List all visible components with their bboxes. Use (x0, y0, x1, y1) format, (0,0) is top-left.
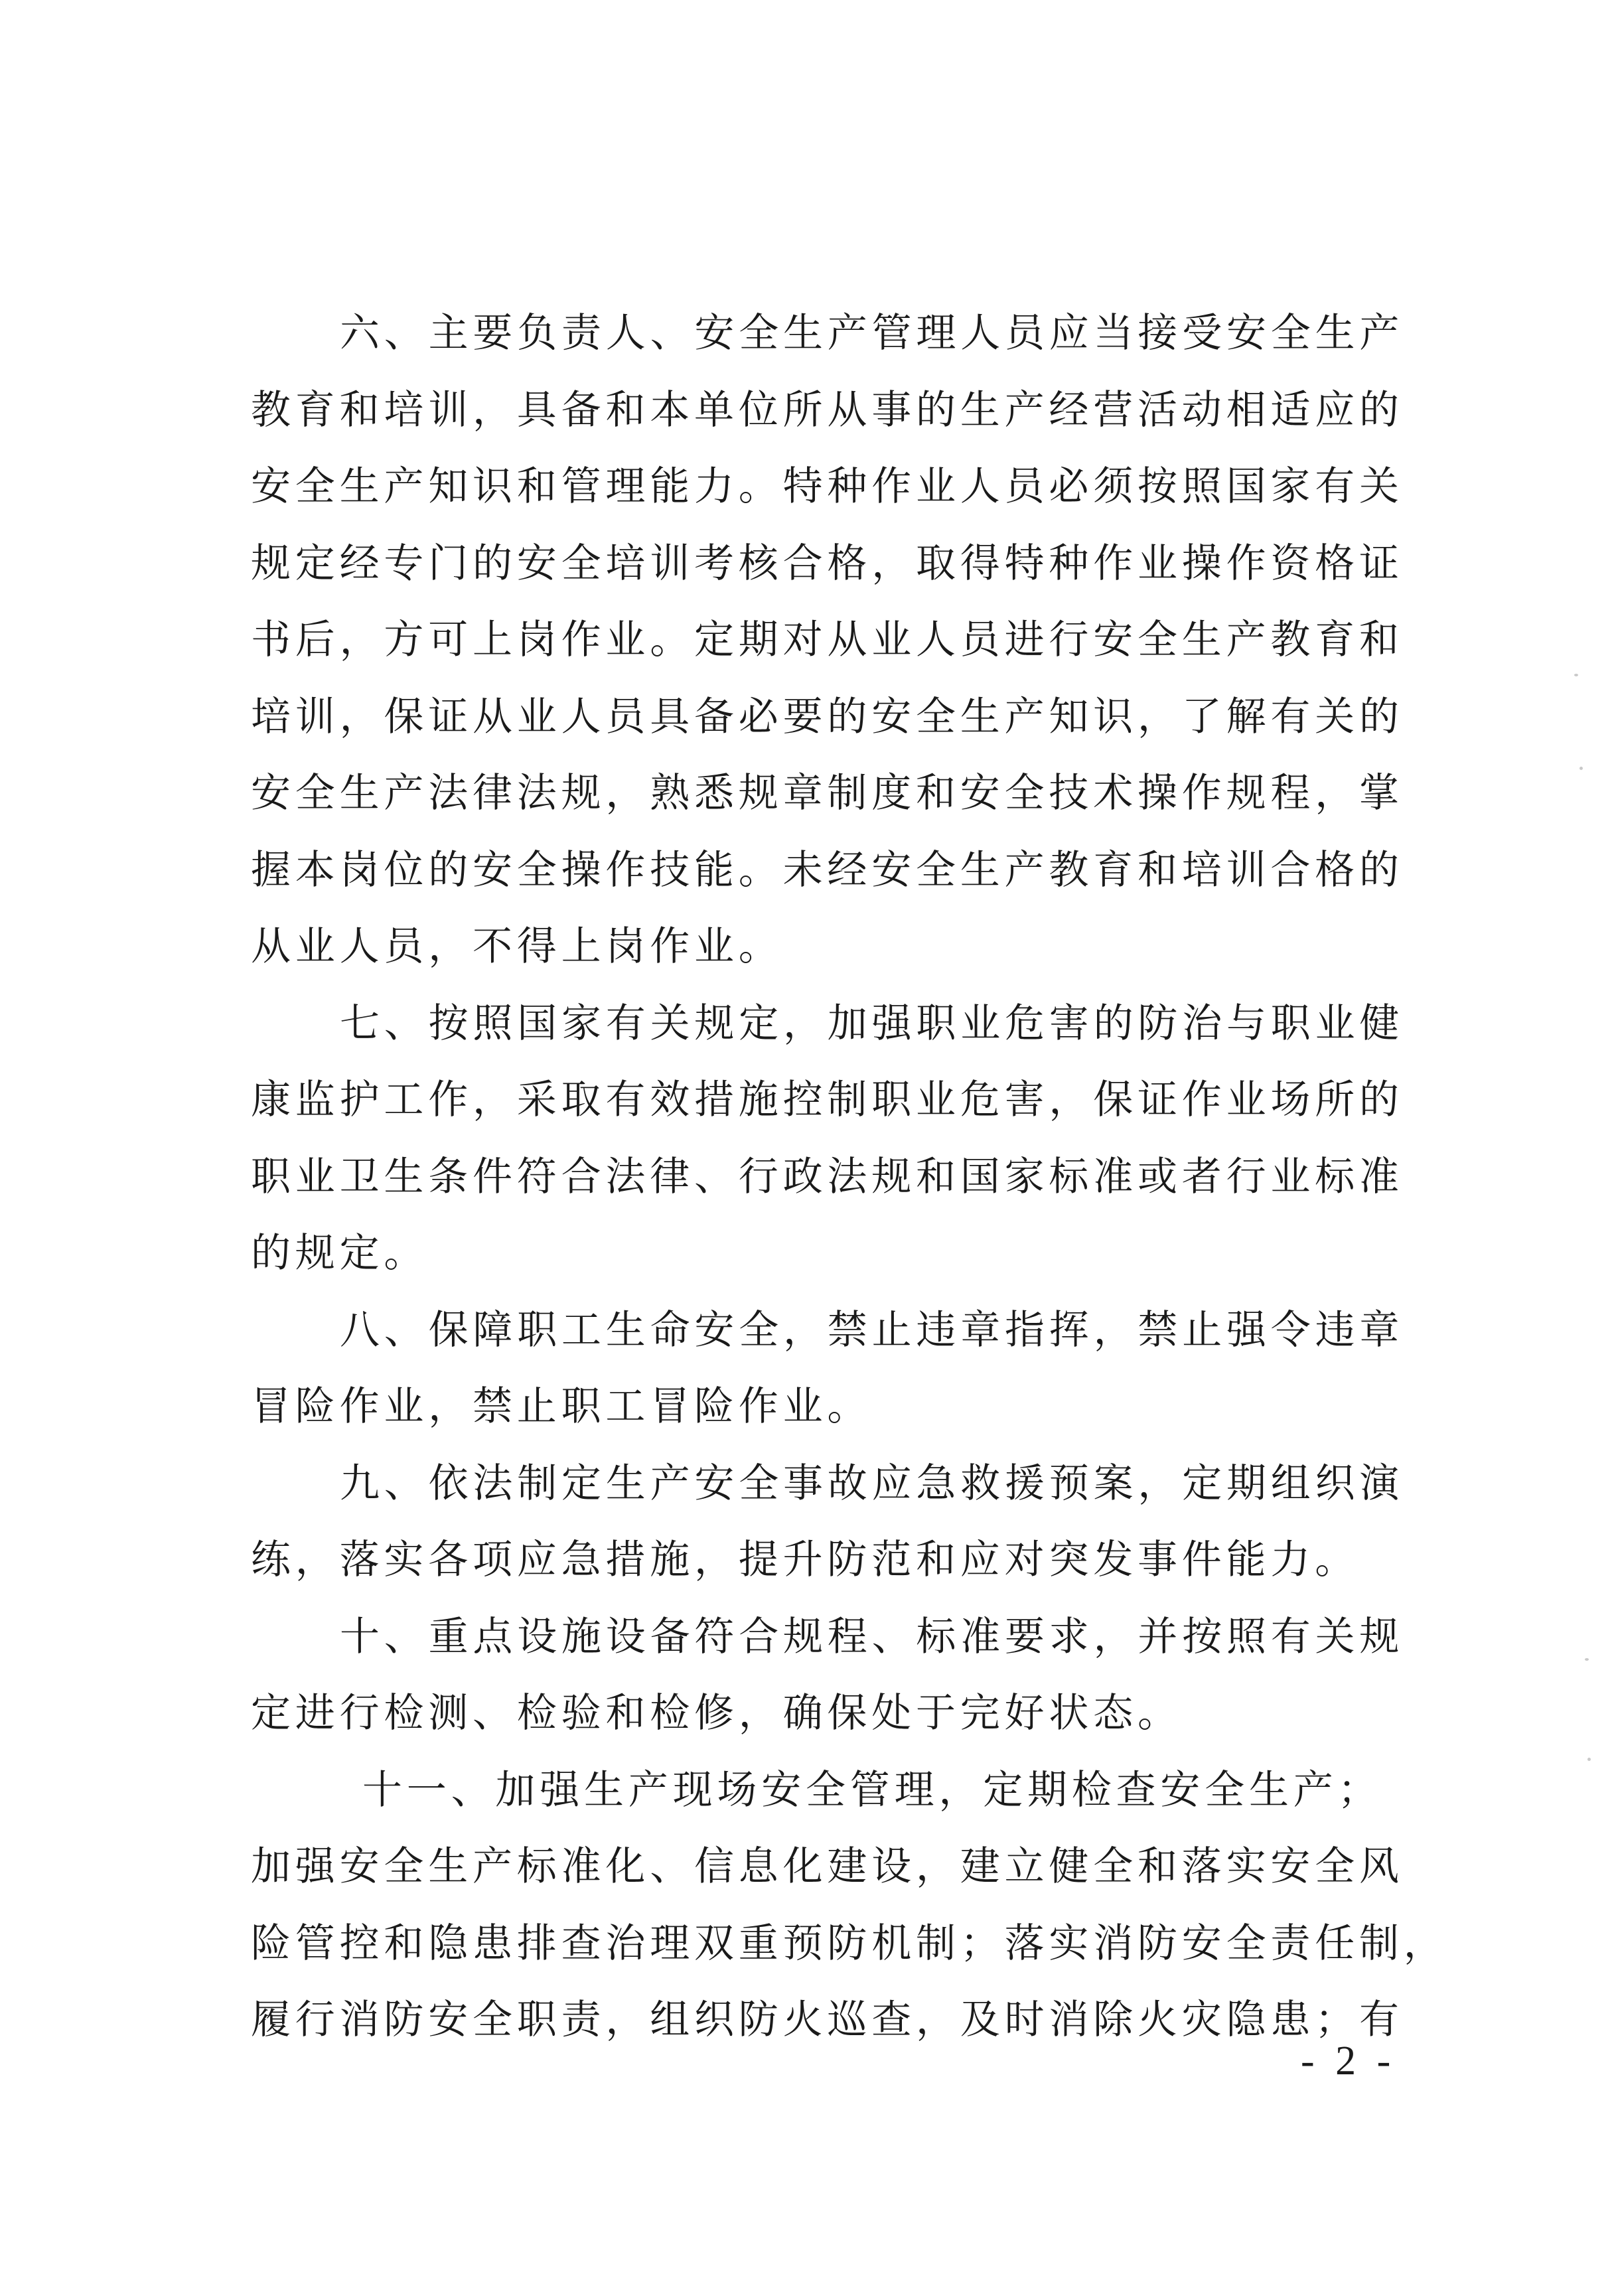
page-number: - 2 - (1301, 2038, 1396, 2084)
text-line: 练，落实各项应急措施，提升防范和应对突发事件能力。 (251, 1537, 1359, 1583)
text-line: 职业卫生条件符合法律、行政法规和国家标准或者行业标准 (251, 1153, 1404, 1200)
text-line: 安全生产法律法规，熟悉规章制度和安全技术操作规程，掌 (251, 770, 1404, 816)
text-line: 十一、加强生产现场安全管理，定期检查安全生产； (362, 1766, 1382, 1813)
paragraph-six (251, 295, 1404, 986)
text-line: 冒险作业，禁止职工冒险作业。 (251, 1383, 872, 1430)
text-line: 险管控和隐患排查治理双重预防机制；落实消防安全责任制， (251, 1920, 1448, 1967)
paragraph-nine (251, 1446, 1404, 1599)
text-line: 从业人员，不得上岗作业。 (251, 923, 783, 970)
text-line: 履行消防安全职责，组织防火巡查，及时消除火灾隐患；有 (251, 1997, 1404, 2043)
text-line: 九、依法制定生产安全事故应急救援预案，定期组织演 (340, 1460, 1404, 1507)
text-line: 培训，保证从业人员具备必要的安全生产知识，了解有关的 (251, 693, 1404, 740)
text-line: 十、重点设施设备符合规程、标准要求，并按照有关规 (340, 1613, 1404, 1660)
paragraph-eleven (251, 1752, 1448, 2059)
scan-speck (1574, 674, 1578, 676)
text-line: 握本岗位的安全操作技能。未经安全生产教育和培训合格的 (251, 846, 1404, 893)
paragraph-ten (251, 1599, 1404, 1752)
text-line: 的规定。 (251, 1230, 429, 1276)
text-line: 七、按照国家有关规定，加强职业危害的防治与职业健 (340, 1000, 1404, 1047)
text-line: 加强安全生产标准化、信息化建设，建立健全和落实安全风 (251, 1843, 1404, 1890)
paragraph-eight (251, 1292, 1404, 1446)
scan-speck (1587, 1758, 1591, 1761)
text-line: 定进行检测、检验和检修，确保处于完好状态。 (251, 1690, 1182, 1736)
text-line: 八、保障职工生命安全，禁止违章指挥，禁止强令违章 (340, 1306, 1404, 1353)
scan-speck (1579, 767, 1583, 770)
scan-speck (1585, 1658, 1589, 1661)
text-line: 教育和培训，具备和本单位所从事的生产经营活动相适应的 (251, 386, 1404, 433)
document-body (251, 295, 1448, 2059)
paragraph-seven (251, 986, 1404, 1292)
text-line: 康监护工作，采取有效措施控制职业危害，保证作业场所的 (251, 1077, 1404, 1123)
text-line: 六、主要负责人、安全生产管理人员应当接受安全生产 (340, 310, 1404, 356)
text-line: 安全生产知识和管理能力。特种作业人员必须按照国家有关 (251, 463, 1404, 510)
text-line: 书后，方可上岗作业。定期对从业人员进行安全生产教育和 (251, 617, 1404, 663)
text-line: 规定经专门的安全培训考核合格，取得特种作业操作资格证 (251, 540, 1404, 587)
